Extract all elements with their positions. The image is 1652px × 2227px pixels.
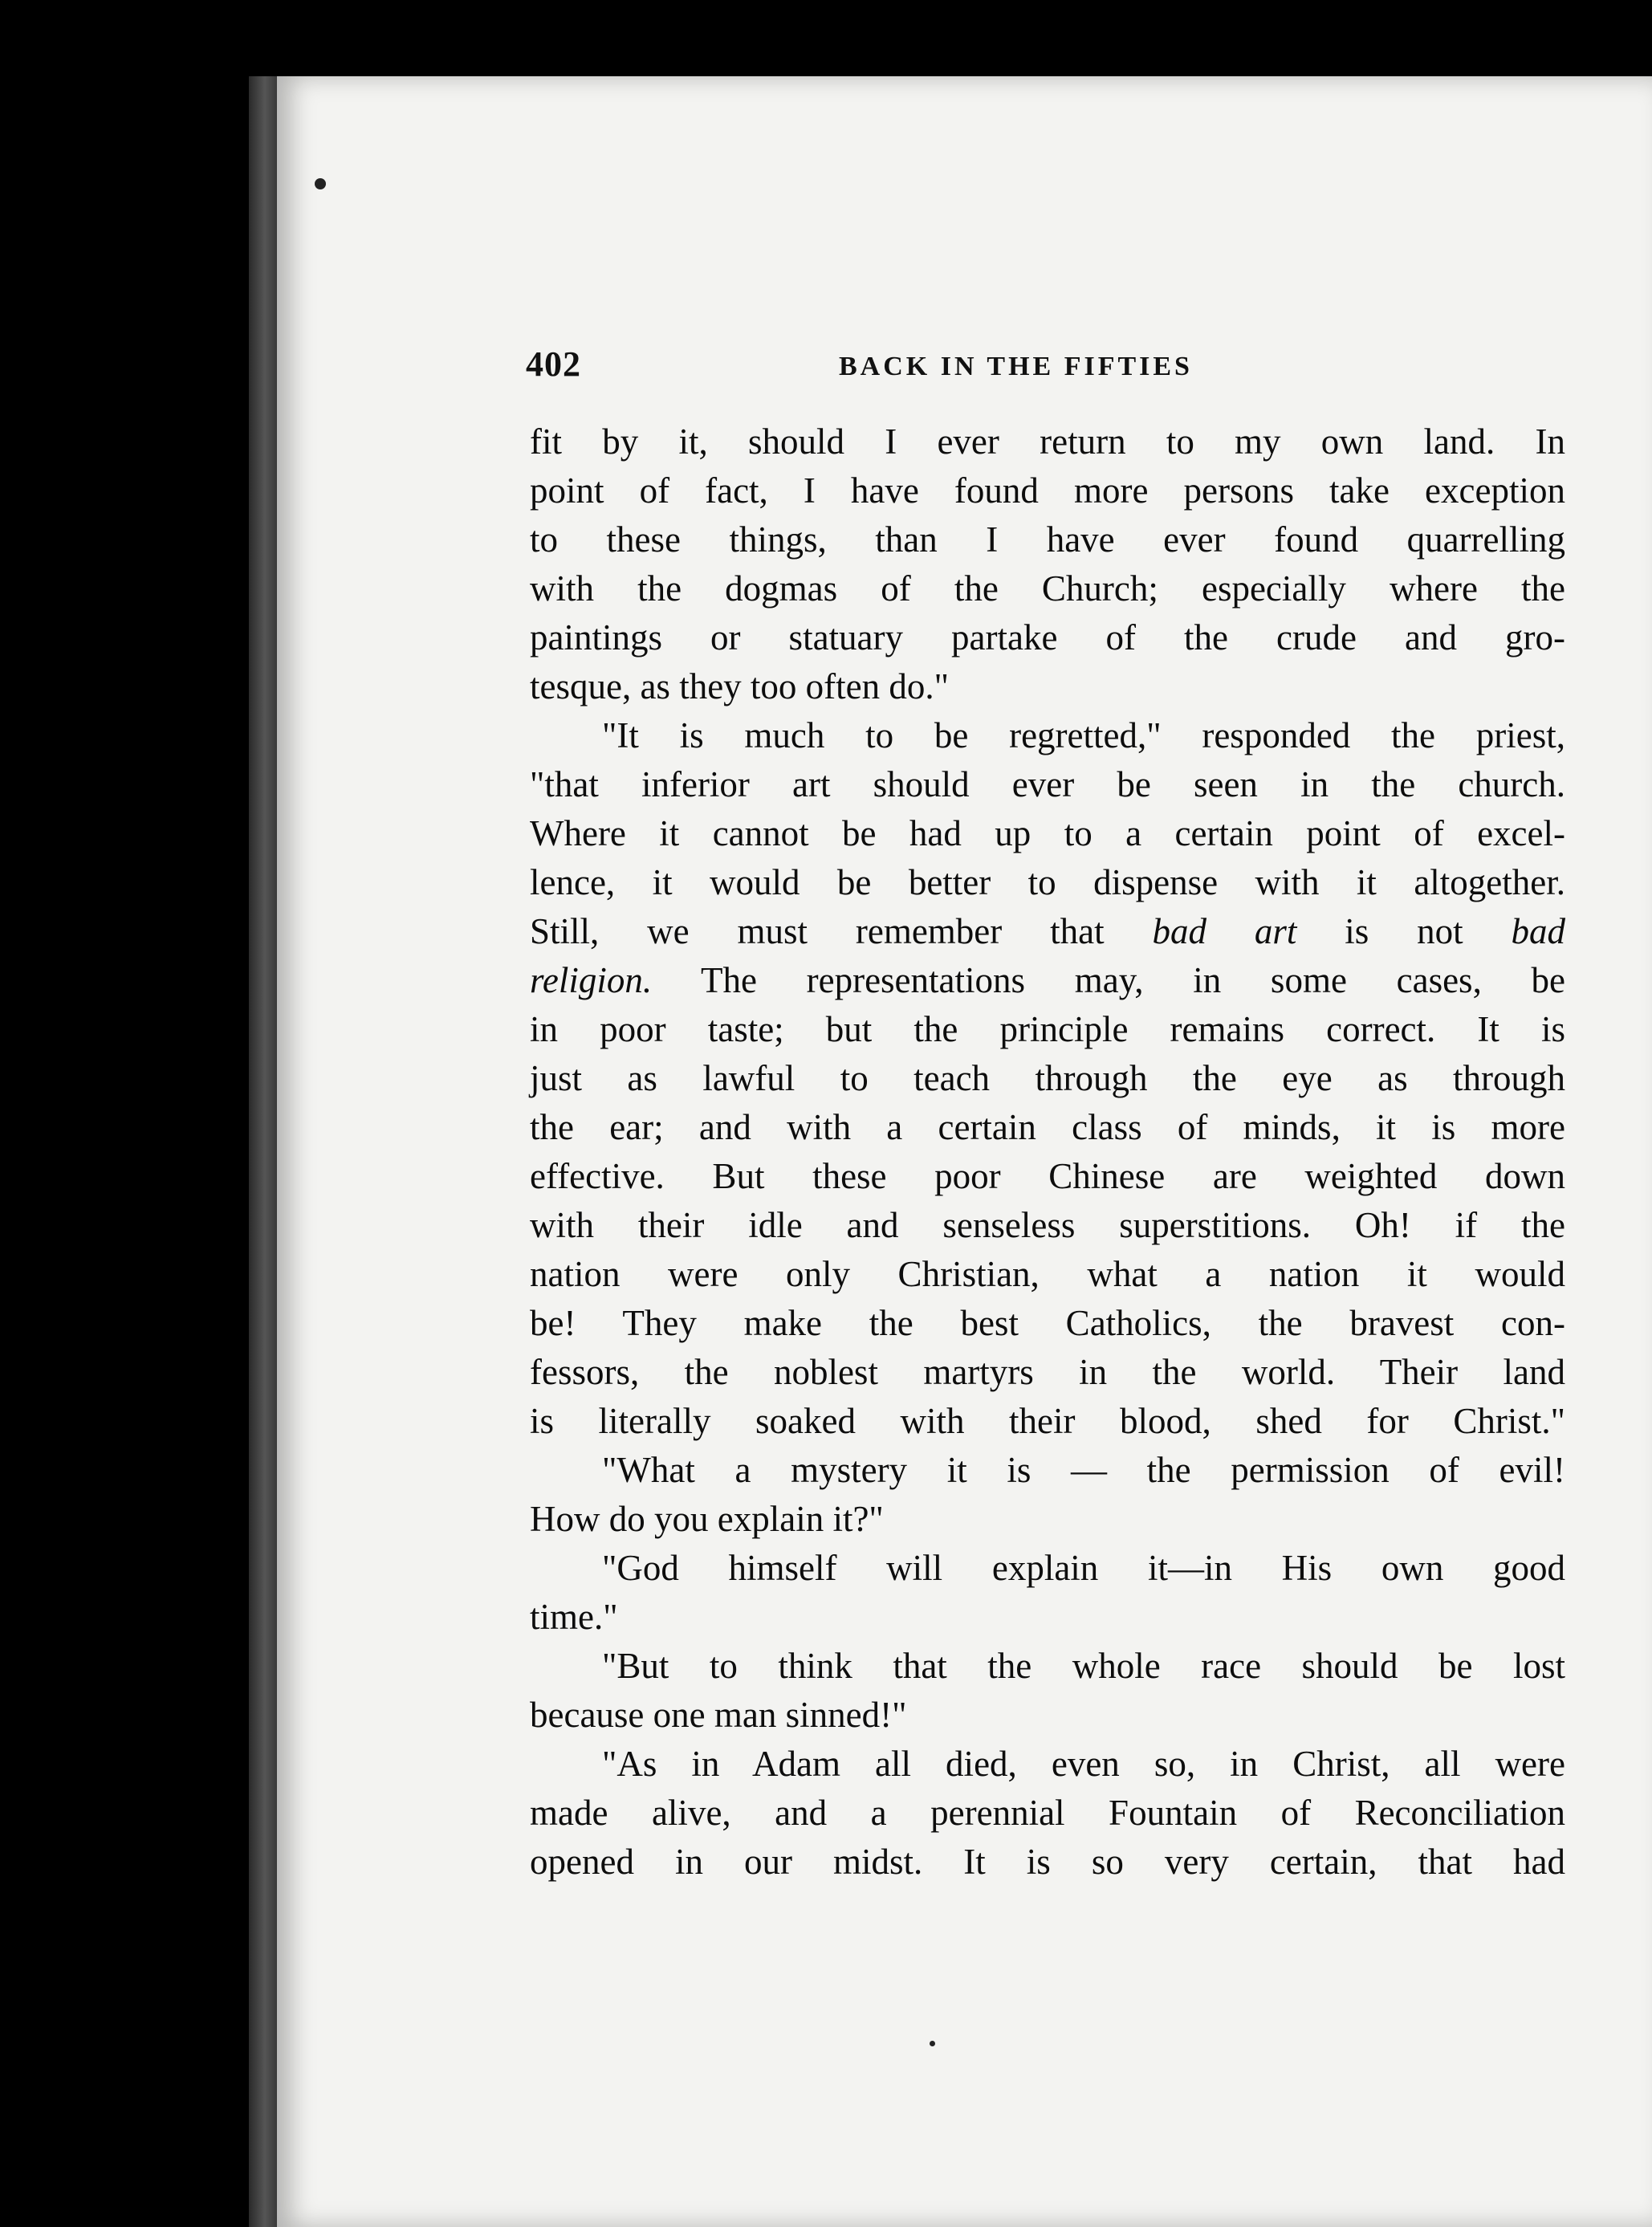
text-line: is literally soaked with their blood, shed for Christ." — [530, 1401, 1565, 1441]
text-line: Where it cannot be had up to a certain point of excel- — [530, 813, 1565, 853]
text-line: point of fact, I have found more persons take exception — [530, 470, 1565, 511]
text-line: "As in Adam all died, even so, in Christ, all were — [602, 1744, 1565, 1784]
text-line: be! They make the best Catholics, the bravest con- — [530, 1303, 1565, 1343]
text-line: with their idle and senseless superstitions. Oh! if the — [530, 1205, 1565, 1245]
text-line: paintings or statuary partake of the crude and gro- — [530, 617, 1565, 658]
text-line: effective. But these poor Chinese are weighted down — [530, 1156, 1565, 1196]
running-title: BACK IN THE FIFTIES — [839, 352, 1193, 381]
text-line: opened in our midst. It is so very certain, that had — [530, 1842, 1565, 1882]
italic-phrase: bad — [1511, 911, 1566, 951]
text-segment: Still, we must remember that — [530, 911, 1105, 951]
text-line: just as lawful to teach through the eye as through — [530, 1058, 1565, 1098]
italic-phrase: bad art — [1152, 911, 1297, 951]
text-line: lence, it would be better to dispense with it altogether. — [530, 862, 1565, 902]
text-line-mixed — [530, 956, 1565, 1005]
text-segment: The representations may, in some cases, be — [700, 960, 1565, 1000]
text-line: "What a mystery it is — the permission of evil! — [602, 1450, 1565, 1490]
text-line: because one man sinned!" — [530, 1695, 907, 1735]
scan-speck — [315, 178, 326, 189]
text-line-mixed — [530, 907, 1565, 956]
text-line: How do you explain it?" — [530, 1499, 884, 1539]
text-line: to these things, than I have ever found quarrelling — [530, 519, 1565, 560]
text-line: the ear; and with a certain class of minds, it is more — [530, 1107, 1565, 1147]
body-text — [530, 417, 1565, 1887]
text-line: in poor taste; but the principle remains correct. It is — [530, 1009, 1565, 1049]
text-line: "But to think that the whole race should be lost — [602, 1646, 1565, 1686]
scan-speck — [930, 2041, 935, 2046]
text-line: "God himself will explain it—in His own good — [602, 1548, 1565, 1588]
text-line: made alive, and a perennial Fountain of Reconciliation — [530, 1793, 1565, 1833]
text-line: fessors, the noblest martyrs in the world. Their land — [530, 1352, 1565, 1392]
text-line: nation were only Christian, what a nation it would — [530, 1254, 1565, 1294]
text-line: time." — [530, 1597, 618, 1637]
text-line: tesque, as they too often do." — [530, 666, 950, 706]
text-line: with the dogmas of the Church; especially where the — [530, 568, 1565, 609]
page-number: 402 — [526, 344, 581, 384]
italic-phrase: religion. — [530, 960, 653, 1000]
text-line: "It is much to be regretted," responded the priest, — [602, 715, 1565, 755]
running-head — [526, 344, 1561, 392]
text-segment: is not — [1345, 911, 1463, 951]
text-line: "that inferior art should ever be seen in the church. — [530, 764, 1565, 804]
text-line: fit by it, should I ever return to my own land. In — [530, 421, 1565, 462]
